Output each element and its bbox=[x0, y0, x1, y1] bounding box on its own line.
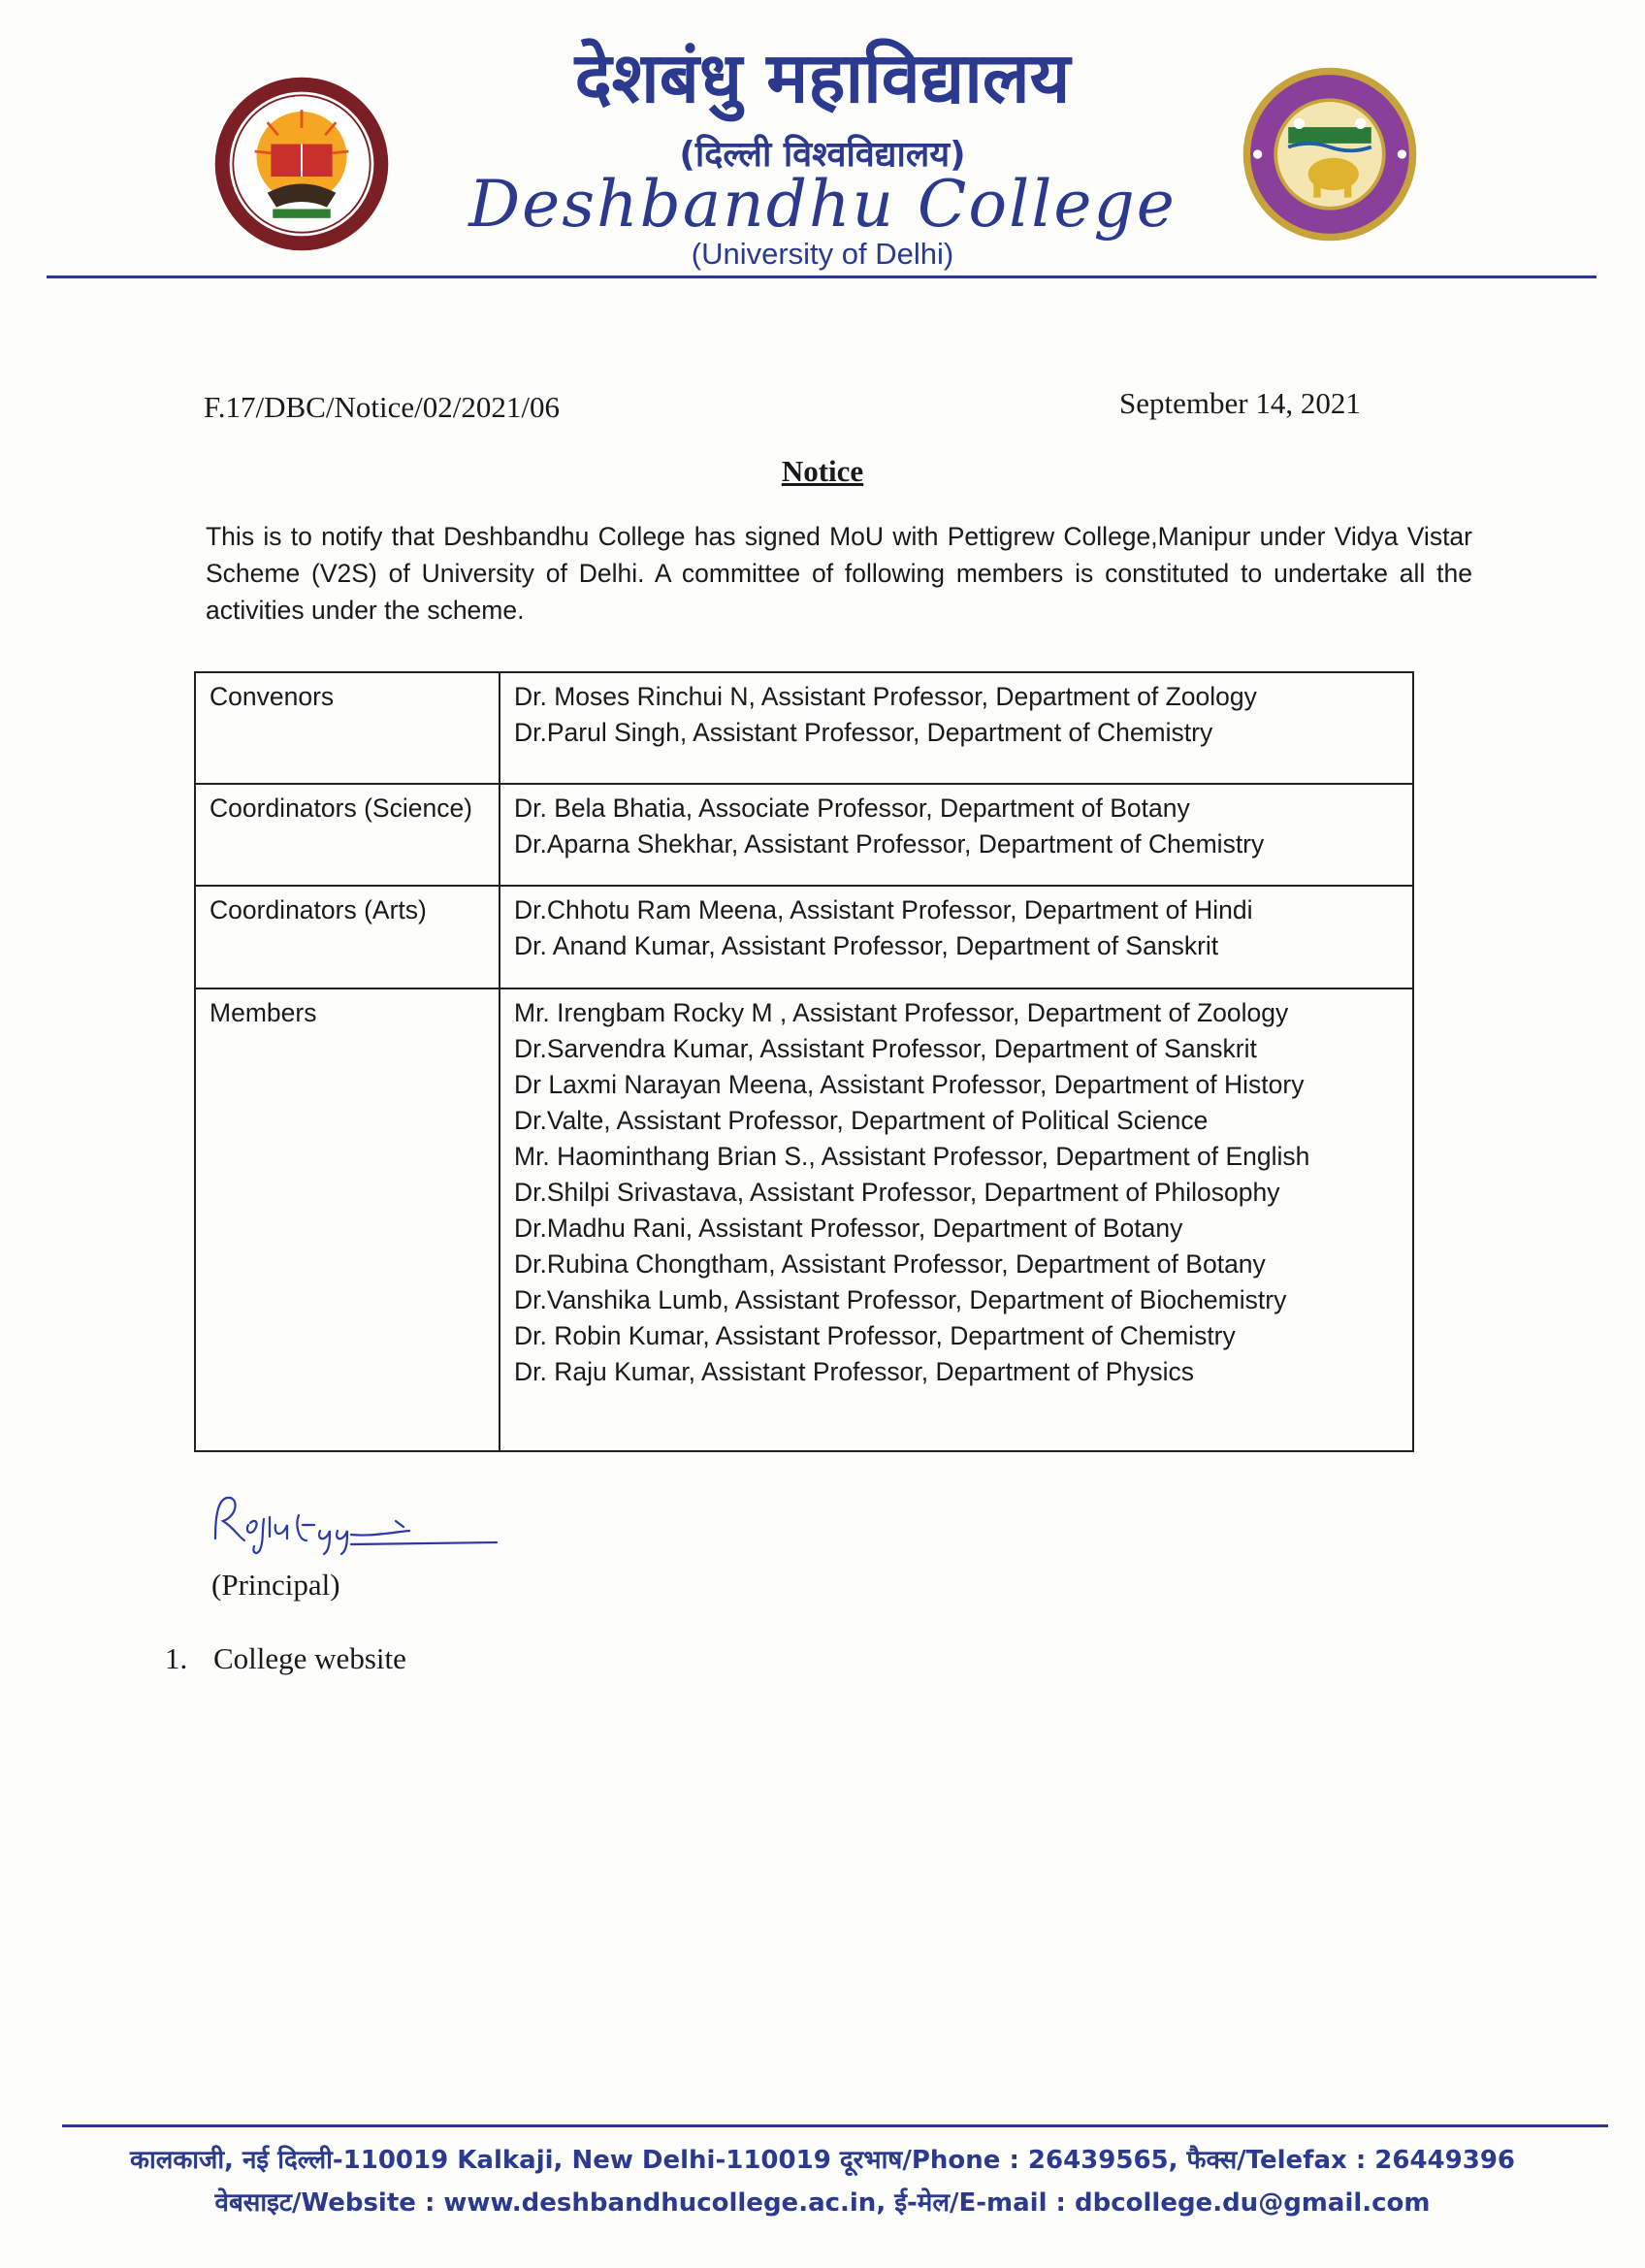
committee-member: Dr.Vanshika Lumb, Assistant Professor, Department of Biochemistry bbox=[514, 1285, 1287, 1314]
committee-row bbox=[195, 988, 1413, 1451]
signatory-title: (Principal) bbox=[211, 1568, 340, 1602]
committee-member: Dr. Raju Kumar, Assistant Professor, Department of Physics bbox=[514, 1357, 1195, 1386]
notice-heading: Notice bbox=[781, 454, 864, 488]
committee-role: Coordinators (Arts) bbox=[195, 886, 500, 988]
principal-signature bbox=[206, 1482, 516, 1560]
university-name-english: (University of Delhi) bbox=[691, 237, 954, 271]
notice-date: September 14, 2021 bbox=[1119, 386, 1361, 420]
committee-member: Dr.Rubina Chongtham, Assistant Professor, Department of Botany bbox=[514, 1249, 1266, 1279]
committee-member: Mr. Haominthang Brian S., Assistant Professor, Department of English bbox=[514, 1142, 1310, 1171]
committee-role: Convenors bbox=[195, 672, 500, 784]
committee-members bbox=[500, 784, 1413, 886]
university-name-hindi: (दिल्ली विश्वविद्यालय) bbox=[679, 135, 966, 175]
committee-member: Dr. Moses Rinchui N, Assistant Professor, Department of Zoology bbox=[514, 682, 1257, 711]
committee-members bbox=[500, 672, 1413, 784]
notice-intro: This is to notify that Deshbandhu College has signed MoU with Pettigrew College,Manipur under Vidya Vistar Scheme (V2S) of University of Delhi. A committee of following members is constituted to undertake all the activities under the scheme. bbox=[206, 522, 1472, 625]
reference-number: F.17/DBC/Notice/02/2021/06 bbox=[204, 390, 560, 424]
committee-member: Dr.Sarvendra Kumar, Assistant Professor, Department of Sanskrit bbox=[514, 1034, 1257, 1063]
committee-member: Dr.Valte, Assistant Professor, Department of Political Science bbox=[514, 1106, 1209, 1135]
committee-member: Dr.Madhu Rani, Assistant Professor, Department of Botany bbox=[514, 1214, 1183, 1243]
copy-to-text: College website bbox=[213, 1641, 406, 1675]
college-name-english: Deshbandhu College bbox=[468, 167, 1177, 242]
committee-member: Mr. Irengbam Rocky M , Assistant Professor, Department of Zoology bbox=[514, 998, 1289, 1027]
copy-to-item bbox=[165, 1643, 406, 1673]
copy-to-number: 1. bbox=[165, 1641, 188, 1675]
committee-member: Dr.Parul Singh, Assistant Professor, Department of Chemistry bbox=[514, 718, 1213, 747]
committee-members bbox=[500, 886, 1413, 988]
committee-members bbox=[500, 988, 1413, 1451]
committee-table bbox=[194, 671, 1414, 1452]
footer-divider bbox=[62, 2124, 1608, 2127]
committee-member: Dr.Chhotu Ram Meena, Assistant Professor, Department of Hindi bbox=[514, 895, 1253, 924]
committee-member: Dr Laxmi Narayan Meena, Assistant Professor, Department of History bbox=[514, 1070, 1305, 1099]
footer-address: कालकाजी, नई दिल्ली-110019 Kalkaji, New Delhi-110019 दूरभाष/Phone : 26439565, फैक्स/Telefax : 26449396 bbox=[130, 2146, 1515, 2175]
header-divider bbox=[47, 275, 1597, 278]
committee-row bbox=[195, 672, 1413, 784]
committee-row bbox=[195, 886, 1413, 988]
committee-role: Coordinators (Science) bbox=[195, 784, 500, 886]
college-name-hindi: देशबंधु महाविद्यालय bbox=[574, 37, 1071, 118]
committee-row bbox=[195, 784, 1413, 886]
footer-contact: वेबसाइट/Website : www.deshbandhucollege.ac.in, ई-मेल/E-mail : dbcollege.du@gmail.com bbox=[214, 2188, 1431, 2218]
committee-member: Dr.Aparna Shekhar, Assistant Professor, Department of Chemistry bbox=[514, 829, 1265, 859]
committee-member: Dr. Anand Kumar, Assistant Professor, Department of Sanskrit bbox=[514, 931, 1219, 960]
committee-member: Dr.Shilpi Srivastava, Assistant Professor, Department of Philosophy bbox=[514, 1178, 1280, 1207]
committee-member: Dr. Bela Bhatia, Associate Professor, Department of Botany bbox=[514, 794, 1190, 823]
committee-role: Members bbox=[195, 988, 500, 1451]
committee-member: Dr. Robin Kumar, Assistant Professor, Department of Chemistry bbox=[514, 1321, 1236, 1350]
